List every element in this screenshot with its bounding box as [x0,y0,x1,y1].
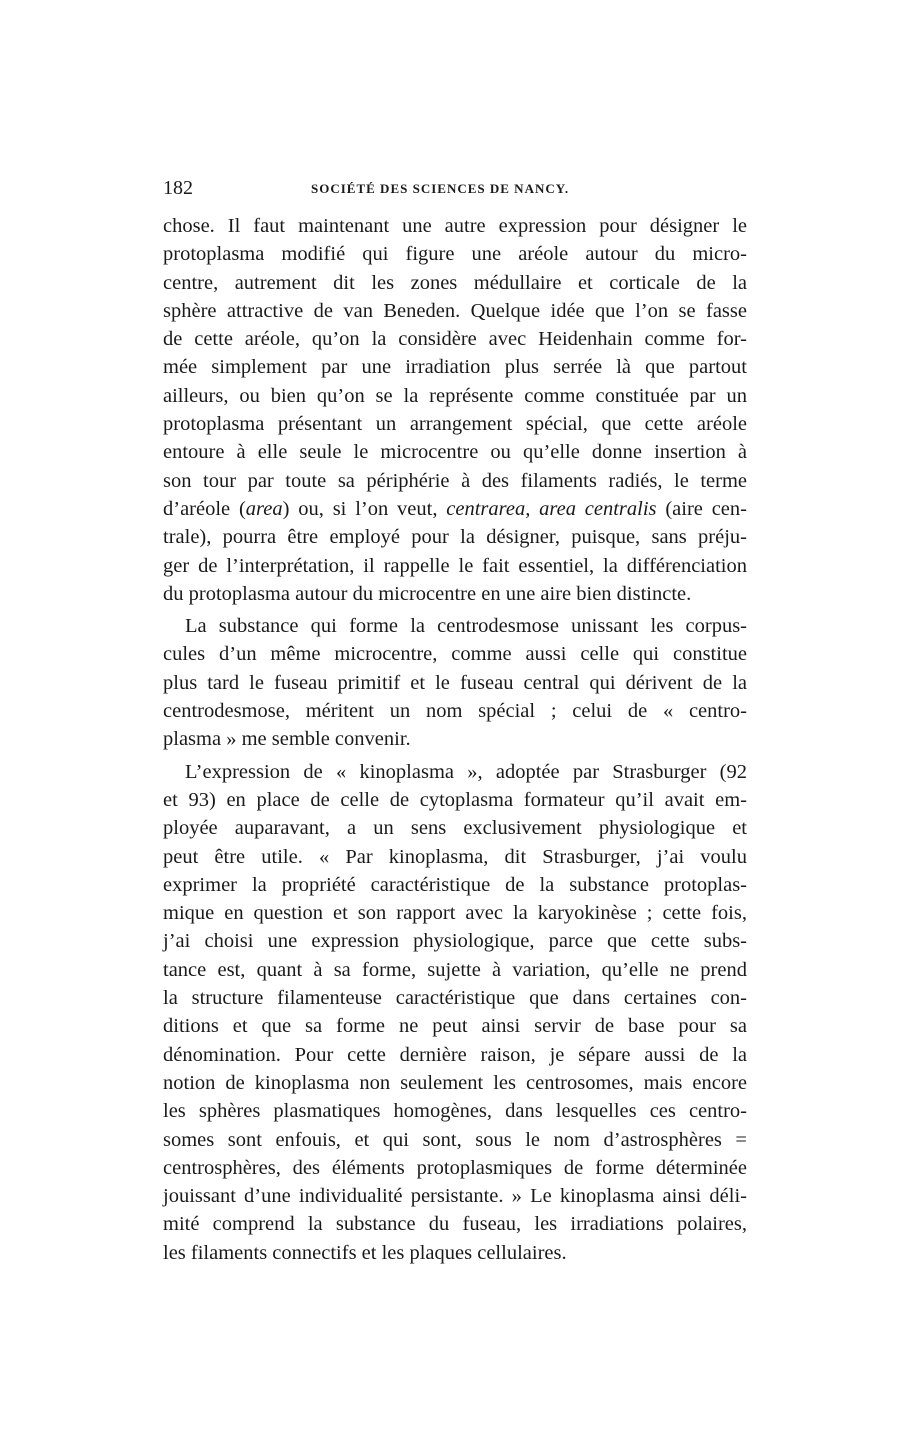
text-line: notion de kinoplasma non seulement les centrosomes, mais encore [163,1071,747,1094]
text-line: mique en question et son rapport avec la karyokinèse ; cette fois, [163,902,747,925]
text-line: centrodesmose, méritent un nom spécial ; celui de « centro- [163,700,747,723]
running-title: SOCIÉTÉ DES SCIENCES DE NANCY. [311,181,570,196]
text-line: protoplasma modifié qui figure une aréole autour du micro- [163,243,747,266]
text-line: trale), pourra être employé pour la désigner, puisque, sans préju- [163,526,747,549]
text-line: centrosphères, des éléments protoplasmiques de forme déterminée [163,1156,747,1179]
text-segment: (aire cen- [656,497,747,520]
text-line: exprimer la propriété caractéristique de la substance protoplas- [163,873,747,896]
text-line: ditions et que sa forme ne peut ainsi servir de base pour sa [163,1015,747,1038]
text-line: plasma » me semble convenir. [163,728,411,751]
text-line: ailleurs, ou bien qu’on se la représente comme constituée par un [163,384,747,407]
italic-term-centrarea: centrarea, area centralis [446,497,657,520]
text-line: chose. Il faut maintenant une autre expression pour désigner le [163,215,747,237]
text-line: L’expression de « kinoplasma », adoptée par Strasburger (92 [185,760,747,783]
text-line: protoplasma présentant un arrangement spécial, que cette aréole [163,413,747,436]
page-number: 182 [163,177,193,199]
text-line: plus tard le fuseau primitif et le fuseau central qui dérivent de la [163,671,747,694]
running-head [163,176,747,200]
paragraph-3 [163,758,747,1267]
text-line: jouissant d’une individualité persistante. » Le kinoplasma ainsi déli- [163,1185,747,1208]
text-line: son tour par toute sa périphérie à des filaments radiés, le terme [163,469,747,492]
text-line: ployée auparavant, a un sens exclusivement physiologique et [163,817,747,840]
text-line: de cette aréole, qu’on la considère avec Heidenhain comme for- [163,328,747,351]
italic-term-area: area [245,497,283,520]
text-line: dénomination. Pour cette dernière raison, je sépare aussi de la [163,1043,747,1066]
text-line: les sphères plasmatiques homogènes, dans lesquelles ces centro- [163,1100,747,1123]
text-segment: d’aréole ( [163,497,246,520]
text-line: La substance qui forme la centrodesmose unissant les corpus- [185,615,747,638]
text-line: mée simplement par une irradiation plus serrée là que partout [163,356,747,379]
text-segment: ) ou, si l’on veut, [282,497,447,520]
paragraph-1 [163,212,747,608]
text-line: mité comprend la substance du fuseau, les irradiations polaires, [163,1213,747,1236]
text-line: et 93) en place de celle de cytoplasma formateur qu’il avait em- [163,788,747,811]
paragraph-2 [163,612,747,753]
text-line: somes sont enfouis, et qui sont, sous le nom d’astrosphères = [163,1128,747,1151]
text-line: sphère attractive de van Beneden. Quelque idée que l’on se fasse [163,299,747,322]
text-line-with-italics [163,495,747,523]
text-line: la structure filamenteuse caractéristique que dans certaines con- [163,987,747,1010]
text-line: ger de l’interprétation, il rappelle le fait essentiel, la différenciation [163,554,747,577]
text-line: tance est, quant à sa forme, sujette à variation, qu’elle ne prend [163,958,747,981]
text-line: les filaments connectifs et les plaques cellulaires. [163,1241,567,1264]
text-line: entoure à elle seule le microcentre ou qu’elle donne insertion à [163,441,747,464]
text-line: centre, autrement dit les zones médullaire et corticale de la [163,271,747,294]
text-line: du protoplasma autour du microcentre en une aire bien distincte. [163,582,692,605]
text-line: j’ai choisi une expression physiologique, parce que cette subs- [163,930,747,953]
text-line: peut être utile. « Par kinoplasma, dit Strasburger, j’ai voulu [163,845,747,868]
body-text [163,212,747,1267]
text-line: cules d’un même microcentre, comme aussi celle qui constitue [163,643,747,666]
